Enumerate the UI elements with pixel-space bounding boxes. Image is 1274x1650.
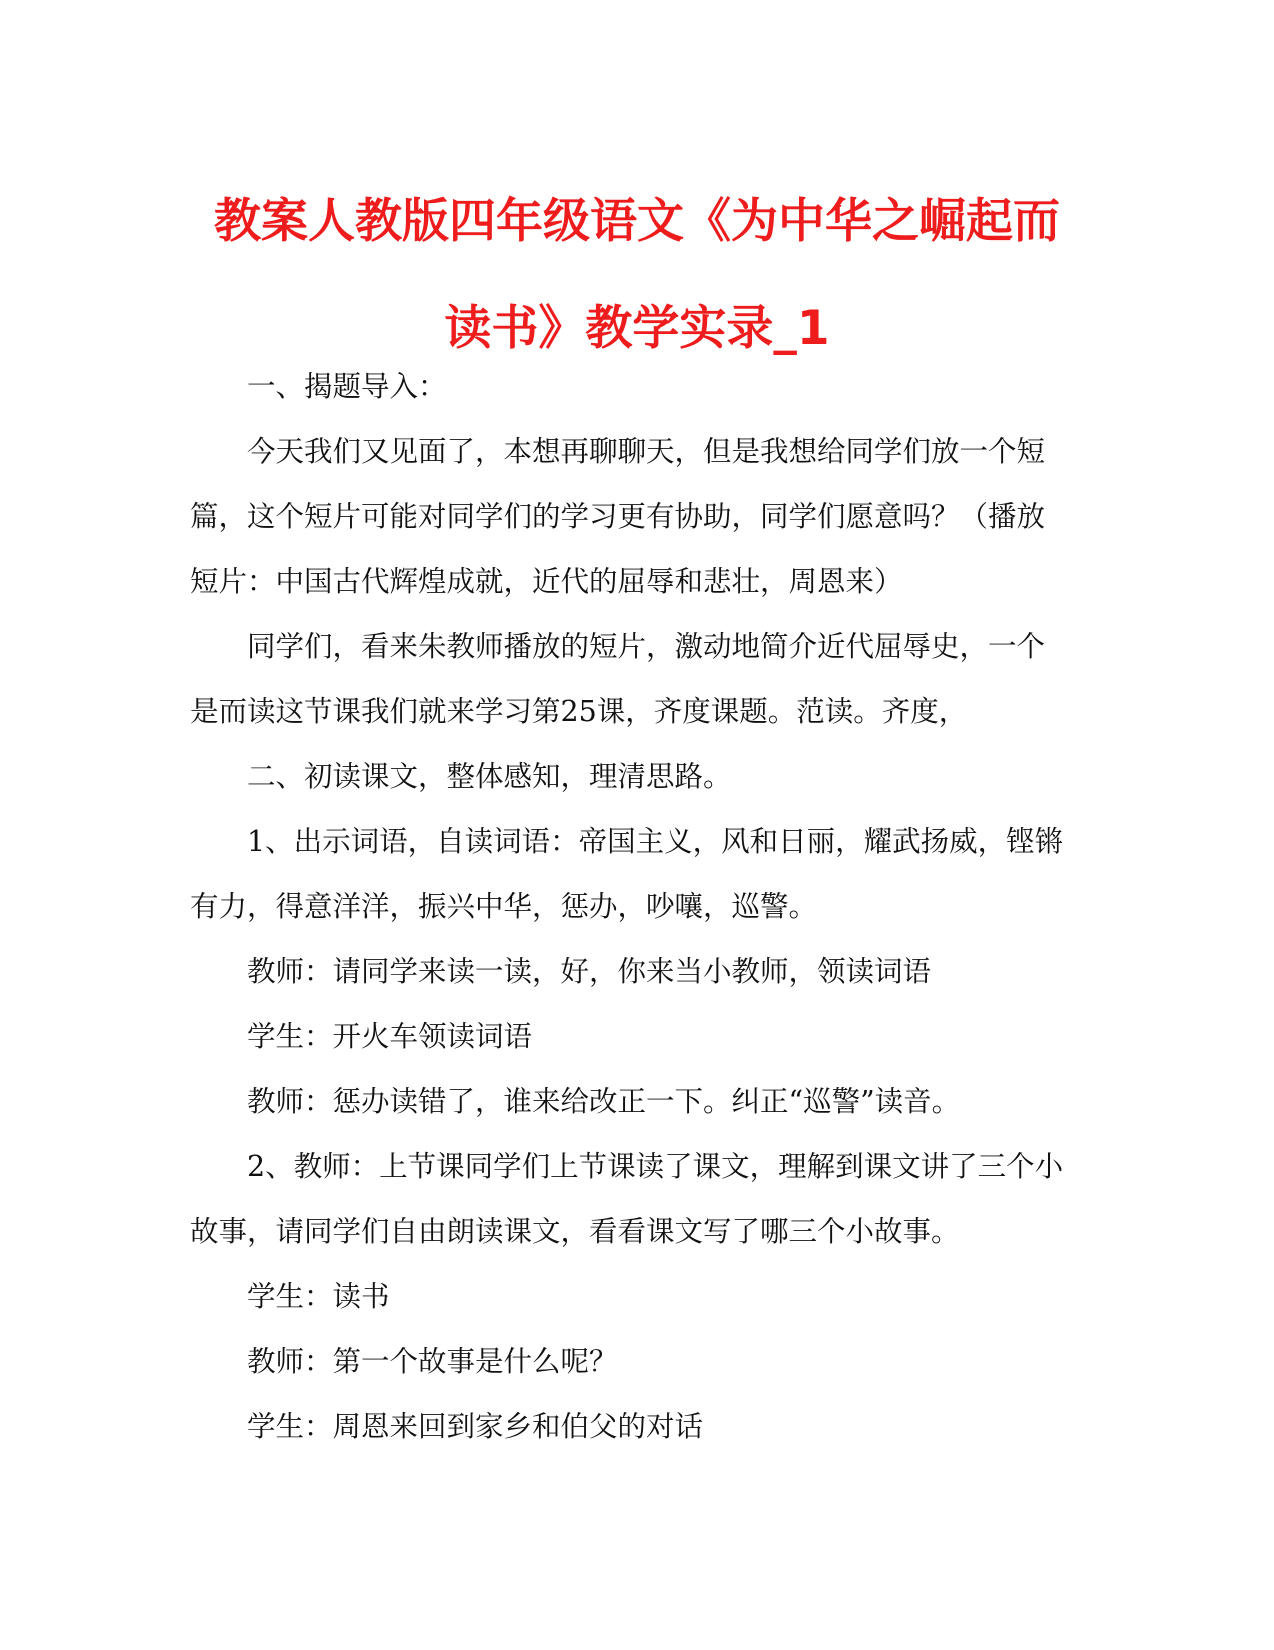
paragraph-1	[190, 354, 1090, 419]
paragraph-line: 是而读这节课我们就来学习第25课，齐度课题。范读。齐度，	[190, 695, 968, 728]
paragraph-8	[190, 1069, 1090, 1134]
paragraph-9	[190, 1134, 1090, 1264]
paragraph-line: 二、初读课文，整体感知，理清思路。	[247, 760, 732, 793]
paragraph-line: 1、出示词语，自读词语：帝国主义，风和日丽，耀武扬威，铿锵	[247, 825, 1064, 858]
paragraph-4	[190, 744, 1090, 809]
paragraph-line: 同学们，看来朱教师播放的短片，激动地简介近代屈辱史，一个	[247, 630, 1046, 663]
paragraph-line: 今天我们又见面了，本想再聊聊天，但是我想给同学们放一个短	[247, 435, 1046, 468]
paragraph-line: 篇，这个短片可能对同学们的学习更有协助，同学们愿意吗？（播放	[190, 500, 1046, 533]
paragraph-6	[190, 939, 1090, 1004]
paragraph-line: 故事，请同学们自由朗读课文，看看课文写了哪三个小故事。	[190, 1215, 960, 1248]
paragraph-line: 2、教师：上节课同学们上节课读了课文，理解到课文讲了三个小	[247, 1150, 1064, 1183]
paragraph-11	[190, 1329, 1090, 1394]
paragraph-line: 短片：中国古代辉煌成就，近代的屈辱和悲壮，周恩来）	[190, 565, 903, 598]
paragraph-5	[190, 809, 1090, 939]
paragraph-line: 学生：读书	[247, 1280, 390, 1313]
paragraph-line: 学生：开火车领读词语	[247, 1020, 533, 1053]
paragraph-7	[190, 1004, 1090, 1069]
document-title	[140, 168, 1134, 382]
paragraph-10	[190, 1264, 1090, 1329]
title-line-2: 读书》教学实录_1	[444, 301, 830, 356]
paragraph-line: 学生：周恩来回到家乡和伯父的对话	[247, 1410, 704, 1443]
document-body	[190, 354, 1090, 1459]
paragraph-line: 教师：惩办读错了，谁来给改正一下。纠正“巡警”读音。	[247, 1085, 961, 1118]
paragraph-line: 教师：第一个故事是什么呢？	[247, 1345, 618, 1378]
paragraph-line: 教师：请同学来读一读，好，你来当小教师，领读词语	[247, 955, 932, 988]
paragraph-2	[190, 419, 1090, 614]
paragraph-line: 有力，得意洋洋，振兴中华，惩办，吵嚷，巡警。	[190, 890, 818, 923]
paragraph-line: 一、揭题导入：	[247, 370, 447, 403]
paragraph-3	[190, 614, 1090, 744]
paragraph-12	[190, 1394, 1090, 1459]
title-line-1: 教案人教版四年级语文《为中华之崛起而	[214, 194, 1060, 249]
